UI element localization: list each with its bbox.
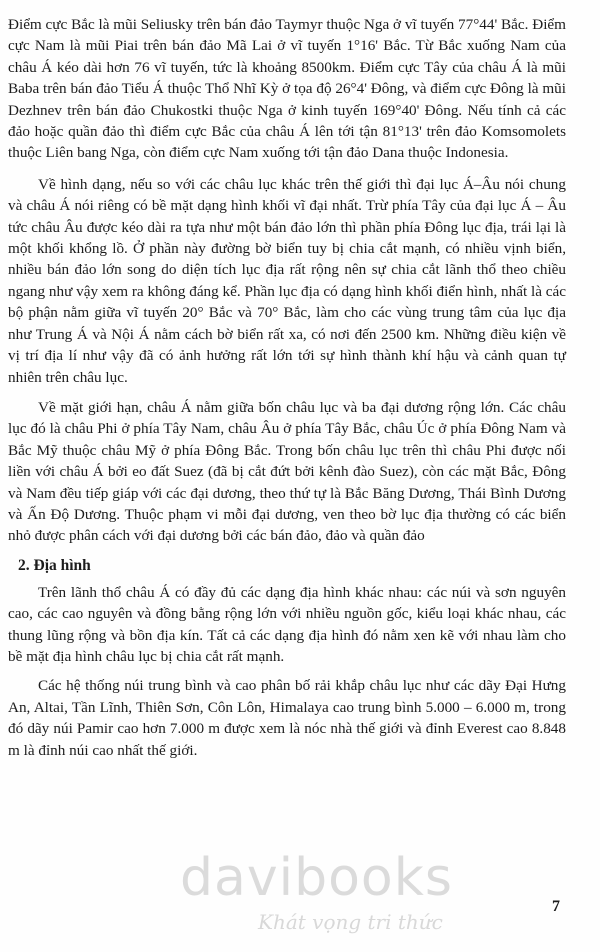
section-heading-terrain: 2. Địa hình [18, 556, 91, 574]
watermark-slogan: Khát vọng tri thức [258, 910, 443, 934]
paragraph-shape: Về hình dạng, nếu so với các châu lục khác trên thế giới thì đại lục Á–Âu nói chung và châu Á nói riêng có bề mặt dạng hình khối vĩ đại nhất. Trừ phía Tây của đại lục Á – Âu tức châu Âu được kéo dài ra tựa như một bán đảo lớn thì phần phía Đông lục địa, trái lại là một khối khổng lồ. Ở phần này đường bờ biển tuy bị chia cắt mạnh, có nhiều vịnh biển, nhiều bán đảo lớn song do diện tích lục địa rất rộng nên sự chia cắt lãnh thổ theo chiều ngang như vậy xem ra không đáng kể. Phần lục địa có dạng hình khối điển hình, nhất là các bộ phận nằm giữa vĩ tuyến 20° Bắc và 70° Bắc, làm cho các vùng trung tâm của lục địa như Trung Á và Nội Á nằm cách bờ biển rất xa, có nơi đến 2500 km. Những điều kiện về vị trí địa lí như vậy đã có ảnh hưởng rất lớn tới sự hình thành khí hậu và cảnh quan tự nhiên trên châu lục. [8, 175, 566, 386]
paragraph-extreme-points: Điểm cực Bắc là mũi Seliusky trên bán đảo Taymyr thuộc Nga ở vĩ tuyến 77°44' Bắc. Điểm cực Nam là mũi Piai trên bán đảo Mã Lai ở vĩ tuyến 1°16' Bắc. Từ Bắc xuống Nam của châu Á kéo dài hơn 76 vĩ tuyến, tức là khoảng 8500km. Điểm cực Tây của châu Á là mũi Baba trên bán đảo Tiểu Á thuộc Thổ Nhĩ Kỳ ở tọa độ 26°4' Đông, và điểm cực Đông là mũi Dezhnev trên bán đảo Chukostki thuộc Nga ở kinh tuyến 169°40' Đông. Nếu tính cả các đảo hoặc quần đảo thì điểm cực Bắc của châu Á lên tới tận 81°13' trên đảo Komsomolets thuộc Liên bang Nga, còn điểm cực Nam xuống tới tận đảo Dana thuộc Indonesia. [8, 16, 566, 162]
page-body [8, 14, 566, 761]
paragraph-terrain-types: Trên lãnh thổ châu Á có đầy đủ các dạng địa hình khác nhau: các núi và sơn nguyên cao, các cao nguyên và đồng bằng rộng lớn với nhiều nguồn gốc, kiểu loại khác nhau, các thung lũng rộng và bồn địa kín. Tất cả các dạng địa hình đó nằm xen kẽ với nhau làm cho bề mặt địa hình châu lục bị chia cắt rất mạnh. [8, 583, 566, 665]
paragraph-boundaries: Về mặt giới hạn, châu Á nằm giữa bốn châu lục và ba đại dương rộng lớn. Các châu lục đó là châu Phi ở phía Tây Nam, châu Âu ở phía Tây Bắc, châu Úc ở phía Đông Nam và Bắc Mỹ thuộc châu Mỹ ở phía Đông Bắc. Trong bốn châu lục trên thì châu Phi được nối liền với châu Á bởi eo đất Suez (đã bị cắt đứt bởi kênh đào Suez), còn các mặt Bắc, Đông và Nam đều tiếp giáp với các đại dương, theo thứ tự là Bắc Băng Dương, Thái Bình Dương và Ấn Độ Dương. Thuộc phạm vi mỗi đại dương, ven theo bờ lục địa thường có các biển nhỏ được phân cách với đại dương bởi các bán đảo, đảo và quần đảo [8, 398, 566, 545]
paragraph-mountains: Các hệ thống núi trung bình và cao phân bố rải khắp châu lục như các dãy Đại Hưng An, Altai, Tần Lĩnh, Thiên Sơn, Côn Lôn, Himalaya cao trung bình 5.000 – 6.000 m, trong đó dãy núi Pamir cao hơn 7.000 m được xem là nóc nhà thế giới và đỉnh Everest cao 8.848 m là đỉnh núi cao nhất thế giới. [8, 677, 566, 759]
page-number: 7 [552, 898, 560, 915]
watermark-brand: davibooks [180, 848, 453, 908]
